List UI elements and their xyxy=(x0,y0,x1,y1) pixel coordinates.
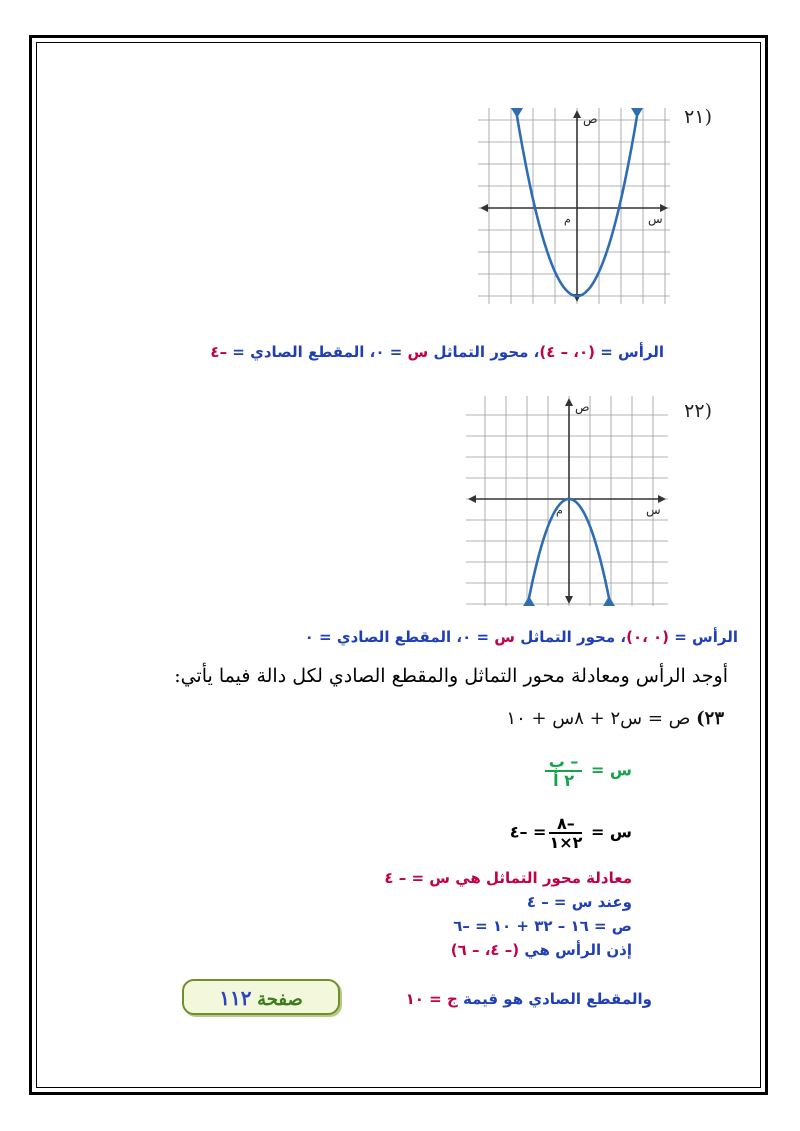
axis-equation: س = – ٤ xyxy=(384,869,450,887)
problem-22-graph xyxy=(466,396,668,606)
axis-label: ، محور التماثل xyxy=(514,628,627,646)
vertex-formula xyxy=(542,753,632,789)
y-axis-label: ص xyxy=(583,112,598,126)
instruction-heading: أوجد الرأس ومعادلة محور التماثل والمقطع الصادي لكل دالة فيما يأتي: xyxy=(174,665,728,687)
calc-result: = –٤ xyxy=(509,822,547,842)
calc-fraction xyxy=(549,815,582,851)
y-calculation-line: ص = ١٦ – ٣٢ + ١٠ = –٦ xyxy=(453,917,632,935)
page-word: صفحة xyxy=(257,989,303,1010)
y-axis-arrow-up xyxy=(565,398,573,406)
origin-label: م xyxy=(556,504,563,517)
when-x-line: وعند س = – ٤ xyxy=(526,893,632,911)
intercept-label: المقطع الصادي = xyxy=(313,628,452,646)
x-axis-label: س xyxy=(646,503,661,517)
problem-21-number: (٢١ xyxy=(684,106,712,128)
y-axis-label: ص xyxy=(575,400,590,414)
y-axis-arrow-up xyxy=(573,110,581,118)
curve-arrow-right xyxy=(631,108,643,118)
x-axis-arrow-right xyxy=(658,495,666,503)
formula-numerator: – ب xyxy=(545,753,583,772)
curve-arrow-left xyxy=(523,596,535,606)
calc-numerator: –٨ xyxy=(549,815,582,834)
vertex-label: الرأس = xyxy=(669,628,738,646)
origin-label: م xyxy=(564,213,571,226)
vertex-value: (٠ ،٠) xyxy=(626,628,670,646)
x-axis-label: س xyxy=(648,212,663,226)
intercept-value: –٤ xyxy=(210,343,228,361)
axis-var: س xyxy=(494,628,515,646)
problem-22-number: (٢٢ xyxy=(684,400,712,422)
curve-arrow-left xyxy=(511,108,523,118)
calc-denominator: ٢×١ xyxy=(549,833,583,852)
axis-of-symmetry-line xyxy=(384,869,632,887)
vertex-value: (٠، – ٤) xyxy=(539,343,596,361)
problem-21-graph xyxy=(478,108,670,304)
page-number-badge xyxy=(182,979,340,1015)
intercept-value: ٠ xyxy=(304,628,314,646)
axis-text: معادلة محور التماثل هي xyxy=(449,869,632,887)
intercept-var: ج xyxy=(446,990,458,1008)
axis-value: = ٠، xyxy=(451,628,495,646)
problem-23-number: ٢٣) xyxy=(696,708,724,729)
calc-lhs: س = xyxy=(585,822,632,842)
problem-23-line xyxy=(506,708,724,729)
x-axis-arrow-left xyxy=(480,204,488,212)
page-number-text xyxy=(184,986,338,1010)
vertex-label: الرأس = xyxy=(595,343,664,361)
problem-23-equation: ص = س٢ + ٨س + ١٠ xyxy=(506,708,691,729)
problem-22-answer xyxy=(305,628,738,646)
curve-arrow-right xyxy=(603,596,615,606)
vertex-text: إذن الرأس هي xyxy=(519,941,632,959)
x-axis-arrow-left xyxy=(468,495,476,503)
vertex-result-line xyxy=(451,941,632,959)
intercept-value: = ١٠ xyxy=(405,990,447,1008)
y-axis-arrow-down xyxy=(565,596,573,604)
axis-var: س xyxy=(407,343,429,361)
formula-lhs: س = xyxy=(585,760,632,780)
intercept-label: المقطع الصادي = xyxy=(227,343,365,361)
problem-21-answer xyxy=(210,343,664,361)
vertex-result-value: (– ٤، – ٦) xyxy=(450,941,520,959)
x-axis-arrow-right xyxy=(660,204,668,212)
vertex-x-calc xyxy=(510,815,632,851)
axis-label: ، محور التماثل xyxy=(428,343,540,361)
formula-fraction xyxy=(545,753,583,789)
page-number: ١١٢ xyxy=(219,986,252,1010)
axis-value: = ٠، xyxy=(364,343,408,361)
y-intercept-line xyxy=(406,990,652,1008)
formula-denominator: ٢ أ xyxy=(553,771,574,790)
intercept-text: والمقطع الصادي هو قيمة xyxy=(457,990,652,1008)
